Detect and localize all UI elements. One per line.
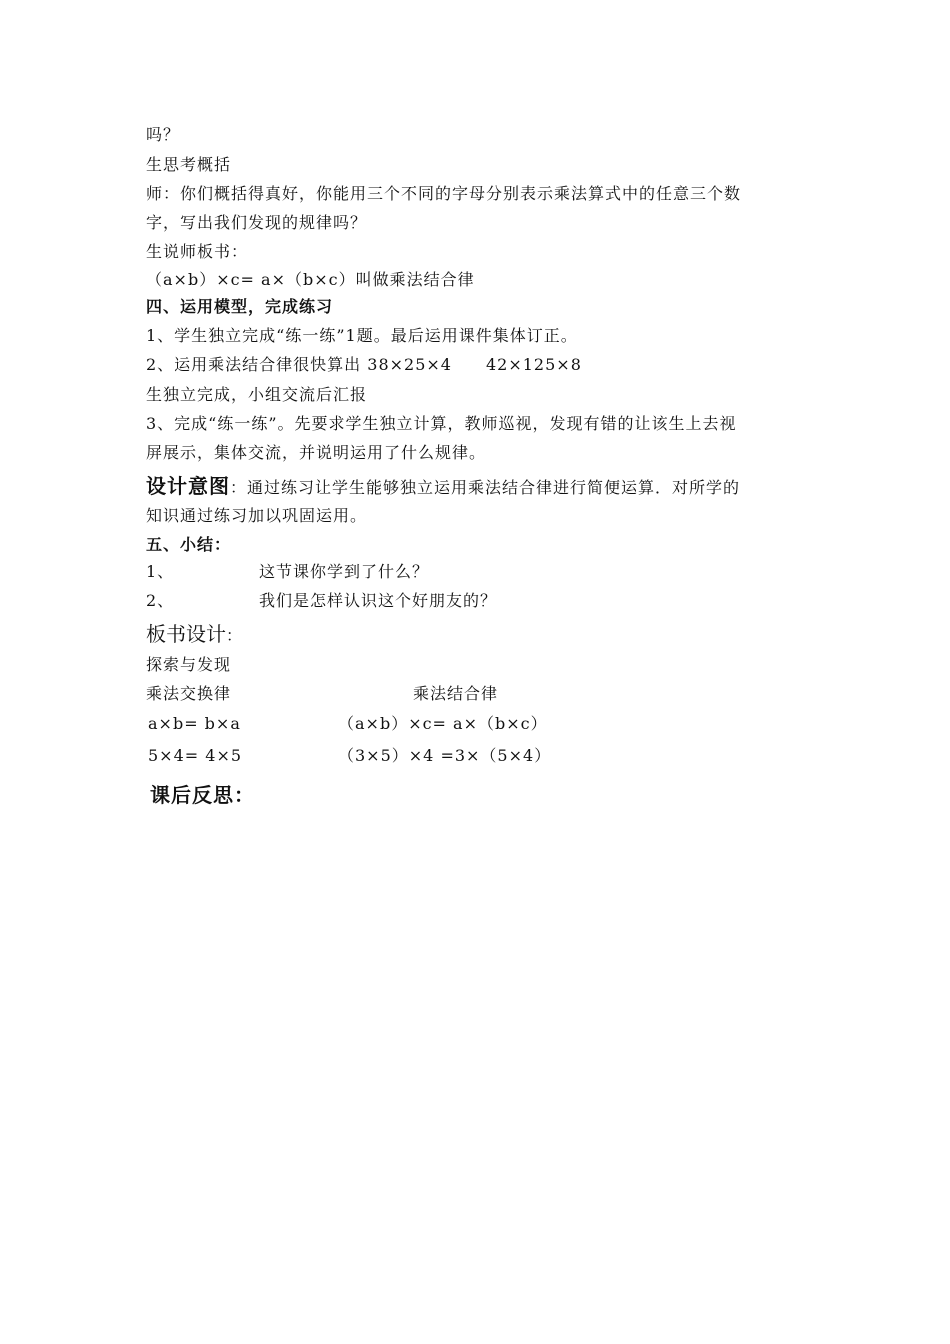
commutative-law-formula: a×b= b×a [148,714,241,733]
board-design-colon: ： [226,626,244,645]
design-intent-text-2: 知识通过练习加以巩固运用。 [146,506,368,525]
design-intent-paragraph [146,474,740,498]
section-4-heading: 四、运用模型，完成练习 [146,297,334,316]
associative-law-example: （3×5）×4 =3×（5×4） [338,746,552,765]
summary-question-1-number: 1、 [146,562,175,581]
reflection-heading: 课后反思： [150,783,255,807]
section-4-item-2-note: 生独立完成，小组交流后汇报 [146,385,368,404]
board-subtitle: 探索与发现 [146,655,232,674]
summary-question-2: 我们是怎样认识这个好朋友的？ [259,591,498,610]
body-line-3: 师：你们概括得真好，你能用三个不同的字母分别表示乘法算式中的任意三个数 [146,184,742,203]
commutative-law-title: 乘法交换律 [146,684,232,703]
associative-law-formula: （a×b）×c= a×（b×c）叫做乘法结合律 [146,270,475,289]
section-5-heading: 五、小结： [146,535,232,554]
summary-question-1: 这节课你学到了什么？ [259,562,430,581]
board-design-heading [146,622,243,646]
body-line-2: 生思考概括 [146,155,232,174]
associative-law-board-formula: （a×b）×c= a×（b×c） [338,714,548,733]
section-4-item-3-line-1: 3、完成“练一练”。先要求学生独立计算，教师巡视，发现有错的让该生上去视 [146,414,737,433]
body-line-1: 吗？ [146,125,181,144]
section-4-item-2: 2、运用乘法结合律很快算出 38×25×4 42×125×8 [146,355,582,374]
commutative-law-example: 5×4= 4×5 [148,746,243,765]
section-4-item-1: 1、学生独立完成“练一练”1题。最后运用课件集体订正。 [146,326,578,345]
body-line-5: 生说师板书： [146,242,249,261]
summary-question-2-number: 2、 [146,591,175,610]
design-intent-text-1: ：通过练习让学生能够独立运用乘法结合律进行简便运算．对所学的 [230,478,741,497]
board-design-title: 板书设计 [146,622,226,646]
body-line-4: 字，写出我们发现的规律吗？ [146,213,368,232]
associative-law-title: 乘法结合律 [413,684,499,703]
design-intent-label: 设计意图 [146,474,230,498]
section-4-item-3-line-2: 屏展示，集体交流，并说明运用了什么规律。 [146,443,487,462]
